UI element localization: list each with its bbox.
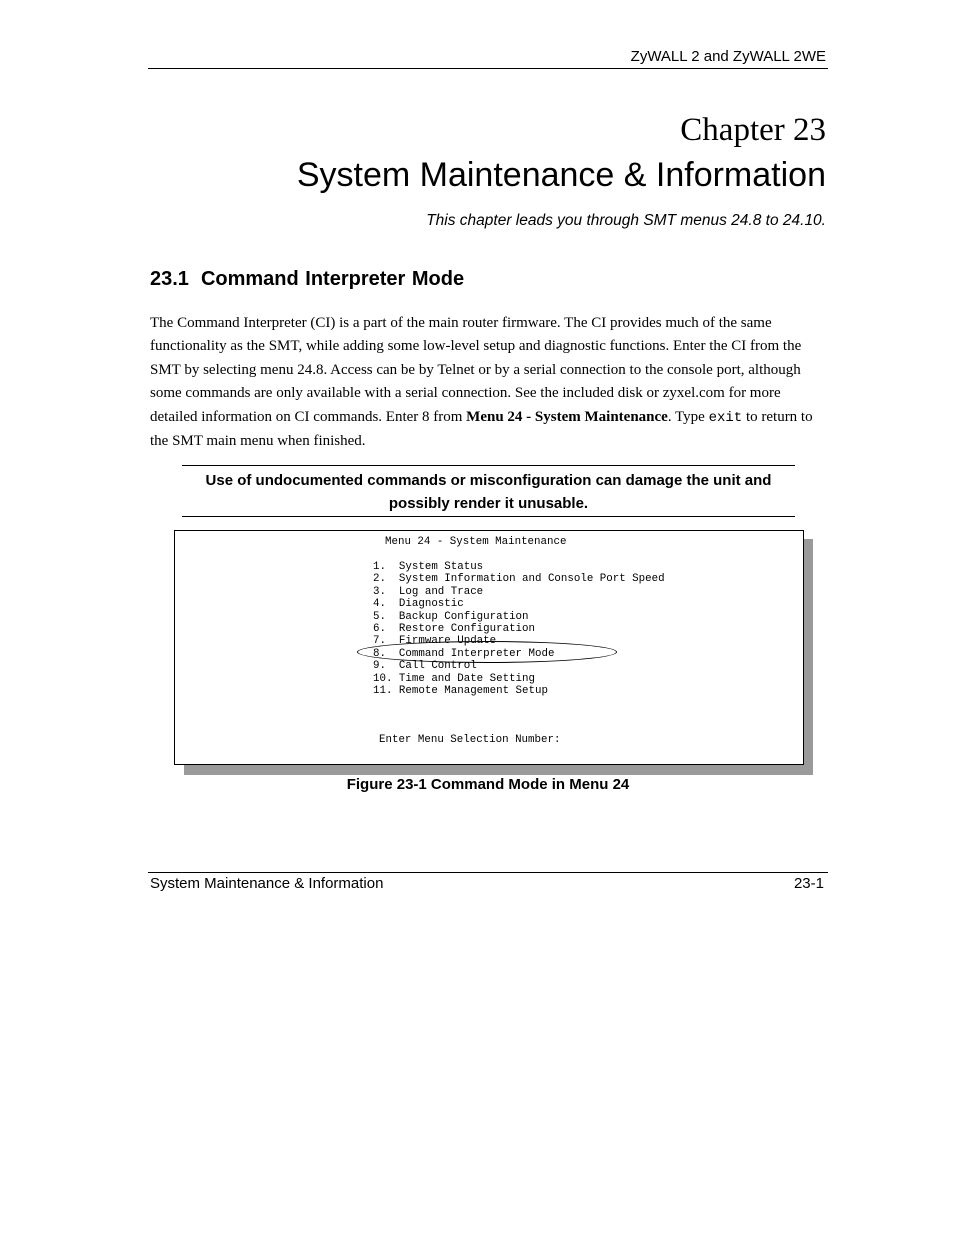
header-rule xyxy=(148,68,828,69)
chapter-number: Chapter 23 xyxy=(680,112,826,148)
body-paragraph xyxy=(150,312,814,453)
warning-note: Use of undocumented commands or misconfiguration can damage the unit and possibly render it unusable. xyxy=(205,472,772,512)
exit-command: exit xyxy=(708,409,743,426)
chapter-title: System Maintenance & Information xyxy=(296,156,826,194)
menu-item: 10. Time and Date Setting xyxy=(373,672,535,685)
note-bottom-rule xyxy=(182,516,795,517)
body-text-3: to return to the SMT main menu when finished. xyxy=(150,408,813,450)
section-number: 23.1 xyxy=(150,268,189,290)
footer-title: System Maintenance & Information xyxy=(150,875,384,892)
page-number: 23-1 xyxy=(793,875,824,892)
menu-list xyxy=(373,561,665,697)
menu-item: 4. Diagnostic xyxy=(373,598,464,611)
menu-item: 5. Backup Configuration xyxy=(373,610,529,623)
menu-item: 1. System Status xyxy=(373,561,484,573)
running-header: ZyWALL 2 and ZyWALL 2WE xyxy=(630,48,826,65)
figure-caption: Figure 23-1 Command Mode in Menu 24 xyxy=(346,776,630,793)
menu-item: 2. System Information and Console Port Speed xyxy=(373,573,665,586)
chapter-intro: This chapter leads you through SMT menus 24.8 to 24.10. xyxy=(426,212,826,229)
section-heading xyxy=(150,268,464,291)
menu-item: 7. Firmware Update xyxy=(373,635,497,648)
menu-item: 8. Command Interpreter Mode xyxy=(373,647,555,660)
footer-rule xyxy=(148,872,828,873)
menu-item: 11. Remote Management Setup xyxy=(373,684,548,697)
menu-prompt: Enter Menu Selection Number: xyxy=(379,734,561,746)
note-top-rule xyxy=(182,465,795,466)
body-text-1: The Command Interpreter (CI) is a part of the main router firmware. The CI provides much of the same functionality as the SMT, while adding some low-level setup and diagnostic functions. Enter the CI from the SMT by selecting menu 24.8. Access can be by Telnet or by a serial connection to the console port, although some commands are only available with a serial connection. See the included disk or zyxel.com for more detailed information on CI commands. Enter 8 from xyxy=(150,315,802,425)
section-title: Command Interpreter Mode xyxy=(200,268,465,290)
menu-reference: Menu 24 - System Maintenance xyxy=(466,408,668,425)
menu-item: 6. Restore Configuration xyxy=(373,622,535,635)
menu-item: 3. Log and Trace xyxy=(373,585,484,598)
menu-item: 9. Call Control xyxy=(373,660,477,673)
body-text-2: . Type xyxy=(667,408,709,425)
highlight-oval xyxy=(357,641,617,663)
menu-title: Menu 24 - System Maintenance xyxy=(385,536,567,548)
